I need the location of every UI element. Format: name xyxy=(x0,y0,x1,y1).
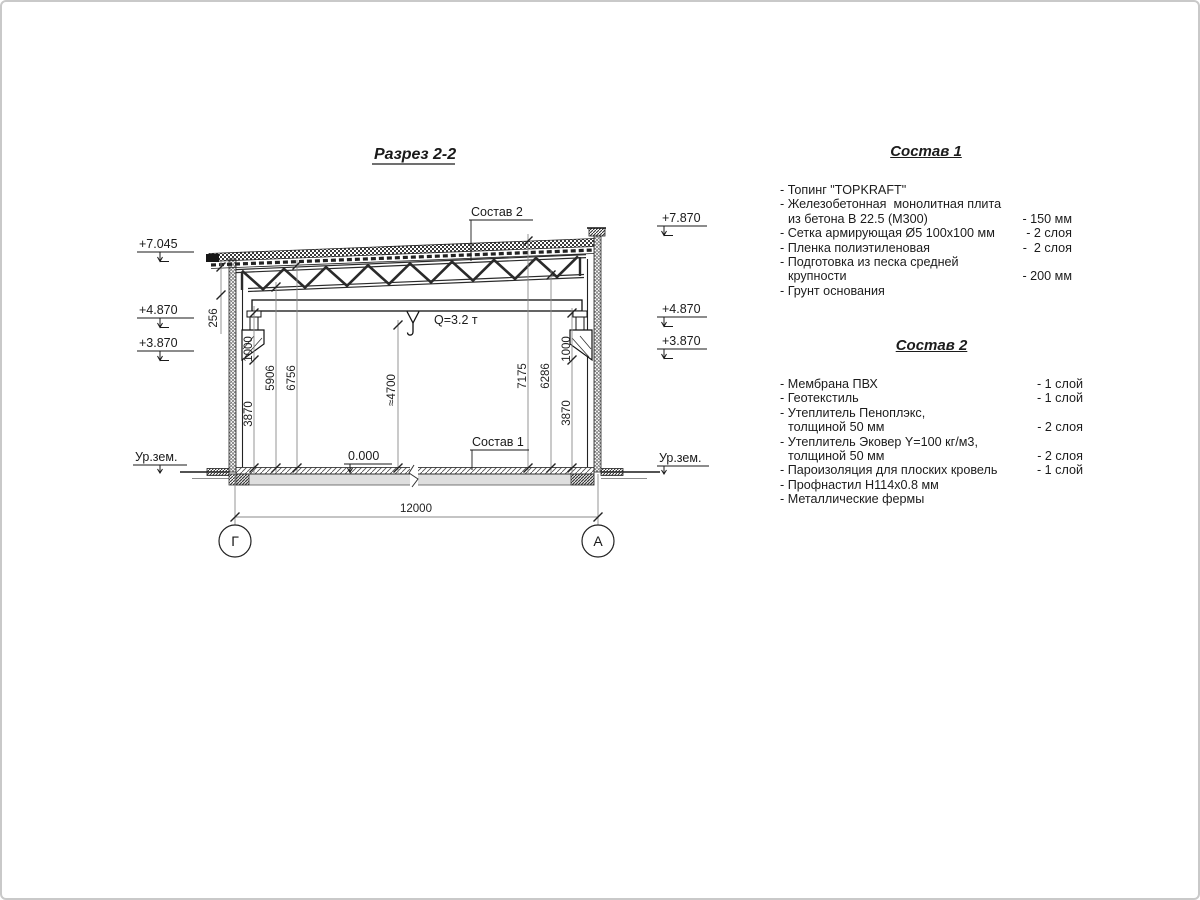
left-plinth xyxy=(207,469,229,476)
axis-bubble-left xyxy=(219,525,251,557)
composition-item-value: - 200 мм xyxy=(1022,269,1072,284)
composition-item xyxy=(780,406,1083,435)
composition-item xyxy=(780,241,1072,255)
composition-item xyxy=(780,478,1083,492)
dim-left-6756 xyxy=(286,260,301,473)
elevation-left-ground xyxy=(133,450,187,473)
elevation-right-ground xyxy=(657,451,709,474)
floor-slab xyxy=(207,465,623,487)
svg-text:6286: 6286 xyxy=(540,363,553,389)
composition-item-text: - Пароизоляция для плоских кровель xyxy=(780,463,998,478)
composition-item xyxy=(780,226,1072,240)
axis-bubble-right xyxy=(582,525,614,557)
elevation-left-4870 xyxy=(137,303,194,328)
right-corbel xyxy=(570,330,592,360)
composition-item-text: - Грунт основания xyxy=(780,283,885,298)
svg-text:1000: 1000 xyxy=(561,336,574,362)
composition-2-title: Состав 2 xyxy=(895,337,968,354)
composition-2-list xyxy=(780,377,1083,507)
composition-item-value: - 1 слой xyxy=(1036,377,1083,391)
dim-mid-4700 xyxy=(386,320,402,473)
svg-text:+4.870: +4.870 xyxy=(662,302,701,316)
composition-item xyxy=(780,377,1083,391)
right-plinth xyxy=(601,469,623,476)
eave-cap xyxy=(206,254,219,262)
svg-text:≈4700: ≈4700 xyxy=(386,374,399,406)
callout-floor-composition xyxy=(470,435,529,470)
right-parapet-cap xyxy=(587,228,606,236)
dim-left-3870: 3870 xyxy=(243,401,256,427)
composition-item xyxy=(780,183,1072,197)
composition-1-block xyxy=(780,143,1072,298)
right-footing-hatch xyxy=(571,474,594,485)
columns xyxy=(243,259,588,467)
composition-item-text: - Геотекстиль xyxy=(780,391,859,406)
right-crane-rail xyxy=(573,311,587,330)
svg-text:Г: Г xyxy=(231,533,239,549)
slab-break-mark xyxy=(409,465,418,487)
composition-item-text: - Утеплитель Эковер Y=100 кг/м3, xyxy=(780,434,978,449)
composition-2-block xyxy=(780,337,1083,507)
composition-item-text: - Сетка армирующая Ø5 100x100 мм xyxy=(780,226,995,241)
crane-bridge-beam xyxy=(252,300,582,311)
composition-item xyxy=(780,492,1083,506)
composition-1-title: Состав 1 xyxy=(890,143,962,160)
composition-item-text: - Топинг "TOPKRAFT" xyxy=(780,183,907,197)
left-wall-panel xyxy=(229,259,236,472)
elevation-left-7045 xyxy=(137,237,194,262)
composition-item-value: - 1 слой xyxy=(1036,391,1083,406)
composition-1-list xyxy=(780,183,1072,298)
svg-text:6756: 6756 xyxy=(286,365,299,391)
composition-item-text: из бетона В 22.5 (М300) xyxy=(788,211,928,226)
svg-text:0.000: 0.000 xyxy=(348,449,380,463)
roof-truss xyxy=(236,255,586,292)
composition-item-text: - Пленка полиэтиленовая xyxy=(780,240,930,255)
composition-item xyxy=(780,255,1072,284)
crane-load-label: Q=3.2 т xyxy=(434,313,478,327)
svg-text:Ур.зем.: Ур.зем. xyxy=(659,451,702,465)
svg-text:3870: 3870 xyxy=(561,400,574,426)
drawing-title-text: Разрез 2-2 xyxy=(374,146,457,163)
svg-text:+4.870: +4.870 xyxy=(139,303,178,317)
composition-item-text: - Железобетонная монолитная плита xyxy=(780,197,1002,212)
elevation-right-7870 xyxy=(657,211,707,236)
composition-item-value: - 2 слоя xyxy=(1026,226,1072,241)
elevation-right-3870 xyxy=(657,334,707,359)
composition-item-value: - 2 слоя xyxy=(1037,420,1083,435)
crane-hook xyxy=(407,312,419,336)
composition-item xyxy=(780,435,1083,464)
composition-item xyxy=(780,463,1083,477)
svg-text:256: 256 xyxy=(208,308,221,328)
svg-text:Ур.зем.: Ур.зем. xyxy=(135,450,178,464)
dim-left-1000: 1000 xyxy=(243,336,256,362)
composition-item xyxy=(780,391,1083,405)
elevation-left-3870 xyxy=(137,336,194,361)
left-footing-hatch xyxy=(229,474,249,485)
composition-item-value: - 2 слоя xyxy=(1022,240,1072,255)
composition-item-text: - Утеплитель Пеноплэкс, xyxy=(780,405,926,420)
composition-item-text: - Профнастил Н114х0.8 мм xyxy=(780,477,939,492)
svg-text:Состав 2: Состав 2 xyxy=(471,205,523,219)
svg-text:+3.870: +3.870 xyxy=(139,336,178,350)
composition-item-value: - 150 мм xyxy=(1022,211,1072,226)
composition-item xyxy=(780,197,1072,226)
composition-item-text: - Металлические фермы xyxy=(780,492,925,507)
svg-text:+7.870: +7.870 xyxy=(662,211,701,225)
dim-parapet-256 xyxy=(208,260,225,334)
svg-text:А: А xyxy=(593,533,603,549)
drawing-title xyxy=(372,146,456,164)
right-wall-panel xyxy=(594,236,601,472)
svg-text:12000: 12000 xyxy=(400,503,432,515)
composition-item-value: - 2 слоя xyxy=(1037,449,1083,464)
svg-text:+7.045: +7.045 xyxy=(139,237,178,251)
composition-item-text: - Подготовка из песка средней xyxy=(780,255,959,270)
svg-text:Состав 1: Состав 1 xyxy=(472,435,524,449)
elevation-right-4870 xyxy=(657,302,707,327)
svg-text:7175: 7175 xyxy=(517,363,530,389)
composition-item-value: - 1 слой xyxy=(1036,463,1083,478)
composition-item-text: толщиной 50 мм xyxy=(788,420,885,435)
composition-item-text: толщиной 50 мм xyxy=(788,449,885,464)
composition-item-text: крупности xyxy=(788,269,847,284)
composition-item xyxy=(780,284,1072,298)
composition-item-text: - Мембрана ПВХ xyxy=(780,377,878,391)
svg-text:5906: 5906 xyxy=(265,365,278,391)
svg-text:+3.870: +3.870 xyxy=(662,334,701,348)
